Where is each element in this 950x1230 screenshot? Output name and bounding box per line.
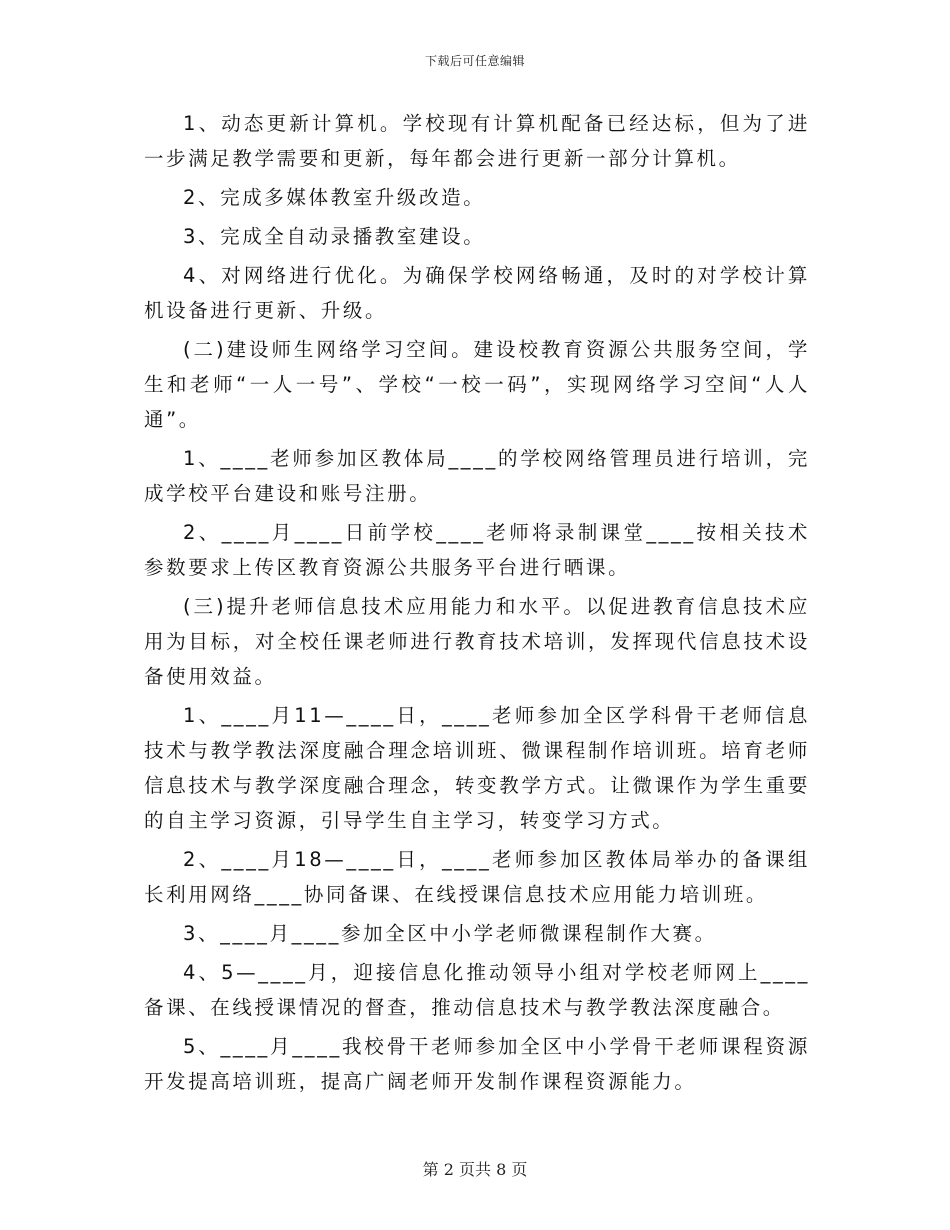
paragraph-item-5-section-three: 5、____月____我校骨干老师参加全区中小学骨干老师课程资源开发提高培训班，提高广阔老师开发制作课程资源能力。 [144, 1035, 810, 1093]
document-body [144, 106, 810, 1103]
paragraph-item-2-section-three: 2、____月18—____日，____老师参加区教体局举办的备课组长利用网络____协同备课、在线授课信息技术应用能力培训班。 [144, 848, 810, 906]
section-heading-two: (二)建设师生网络学习空间。建设校教育资源公共服务空间，学生和老师“一人一号”、学校“一校一码”，实现网络学习空间“人人通”。 [144, 338, 810, 431]
paragraph-item-1: 1、动态更新计算机。学校现有计算机配备已经达标，但为了进一步满足教学需要和更新，每年都会进行更新一部分计算机。 [144, 112, 810, 170]
section-heading-three: (三)提升老师信息技术应用能力和水平。以促进教育信息技术应用为目标，对全校任课老师进行教育技术培训，发挥现代信息技术设备使用效益。 [144, 595, 810, 688]
paragraph-item-1-section-two: 1、____老师参加区教体局____的学校网络管理员进行培训，完成学校平台建设和账号注册。 [144, 447, 810, 505]
page-footer: 第 2 页共 8 页 [422, 1160, 528, 1179]
paragraph-item-4-section-three: 4、5—____月，迎接信息化推动领导小组对学校老师网上____备课、在线授课情况的督查，推动信息技术与教学教法深度融合。 [144, 961, 810, 1019]
paragraph-item-4: 4、对网络进行优化。为确保学校网络畅通，及时的对学校计算机设备进行更新、升级。 [144, 264, 810, 322]
paragraph-item-3-section-three: 3、____月____参加全区中小学老师微课程制作大赛。 [183, 922, 717, 945]
paragraph-item-2: 2、完成多媒体教室升级改造。 [183, 186, 486, 209]
paragraph-item-1-section-three: 1、____月11—____日，____老师参加全区学科骨干老师信息技术与教学教法深度融合理念培训班、微课程制作培训班。培育老师信息技术与教学深度融合理念，转变教学方式。让微课作为学生重要的自主学习资源，引导学生自主学习，转变学习方式。 [144, 704, 810, 832]
paragraph-item-2-section-two: 2、____月____日前学校____老师将录制课堂____按相关技术参数要求上传区教育资源公共服务平台进行晒课。 [144, 521, 810, 579]
paragraph-item-3: 3、完成全自动录播教室建设。 [183, 225, 486, 248]
page-header: 下载后可任意编辑 [424, 54, 525, 68]
